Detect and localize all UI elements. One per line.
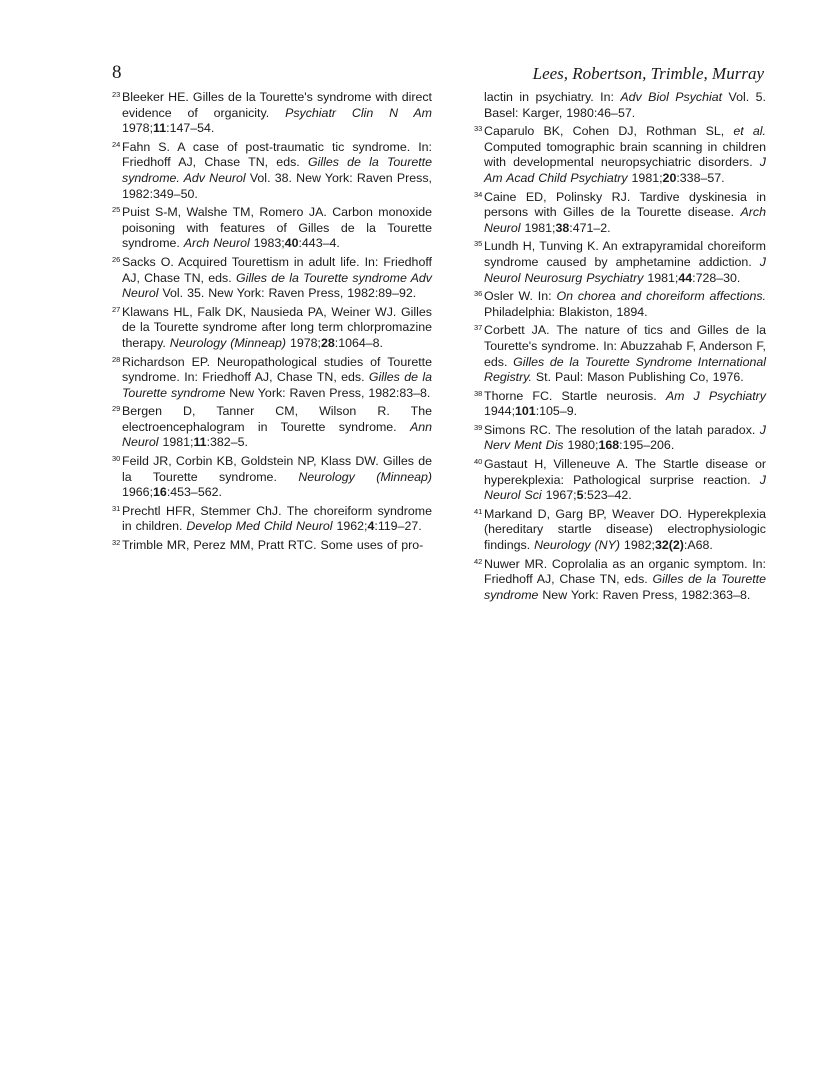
reference-number: 31 (112, 503, 121, 513)
reference-number: 28 (112, 354, 121, 364)
reference-number: 25 (112, 205, 121, 215)
reference-item (112, 205, 432, 252)
reference-text: Fahn S. A case of post-traumatic tic syndrome. In: Friedhoff AJ, Chase TN, eds. Gilles de la Tourette syndrome. Adv Neurol Vol. 38. New York: Raven Press, 1982:349–50. (122, 139, 432, 201)
reference-number: 35 (474, 239, 483, 249)
reference-item (474, 507, 766, 554)
reference-number: 34 (474, 189, 483, 199)
reference-number: 37 (474, 323, 483, 333)
page-number: 8 (112, 62, 122, 83)
reference-number: 41 (474, 506, 483, 516)
reference-text: Trimble MR, Perez MM, Pratt RTC. Some uses of pro- (122, 538, 424, 553)
reference-number: 29 (112, 404, 121, 414)
reference-text: Nuwer MR. Coprolalia as an organic symptom. In: Friedhoff AJ, Chase TN, eds. Gilles de la Tourette syndrome New York: Raven Press, 1982:363–8. (484, 556, 766, 602)
reference-item (112, 454, 432, 501)
reference-number: 42 (474, 556, 483, 566)
reference-text: Osler W. In: On chorea and choreiform affections. Philadelphia: Blakiston, 1894. (484, 289, 766, 319)
reference-text: Sacks O. Acquired Tourettism in adult life. In: Friedhoff AJ, Chase TN, eds. Gilles de la Tourette syndrome Adv Neurol Vol. 35. New York: Raven Press, 1982:89–92. (122, 254, 432, 301)
reference-item (112, 504, 432, 535)
reference-number: 24 (112, 139, 121, 149)
reference-text: Richardson EP. Neuropathological studies of Tourette syndrome. In: Friedhoff AJ, Chase TN, eds. Gilles de la Tourette syndrome New York: Raven Press, 1982:83–8. (122, 354, 432, 400)
reference-item (112, 305, 432, 352)
reference-number: 32 (112, 538, 121, 548)
reference-text: Caparulo BK, Cohen DJ, Rothman SL, et al. Computed tomographic brain scanning in children with developmental neuropsychiatric disorders. J Am Acad Child Psychiatry 1981;20:338–57. (484, 124, 766, 185)
reference-number: 23 (112, 90, 121, 99)
reference-text: Feild JR, Corbin KB, Goldstein NP, Klass DW. Gilles de la Tourette syndrome. Neurology (Minneap) 1966;16:453–562. (122, 454, 432, 500)
reference-number: 39 (474, 422, 483, 432)
reference-text: Klawans HL, Falk DK, Nausieda PA, Weiner WJ. Gilles de la Tourette syndrome after long term chlorpromazine therapy. Neurology (Minneap) 1978;28:1064–8. (122, 304, 432, 350)
reference-item (474, 323, 766, 385)
reference-number: 40 (474, 457, 483, 467)
reference-item (112, 538, 432, 554)
reference-number: 38 (474, 388, 483, 398)
reference-item (112, 404, 432, 451)
reference-text: Corbett JA. The nature of tics and Gilles de la Tourette's syndrome. In: Abuzzahab F, Anderson F, eds. Gilles de la Tourette Syndrome International Registry. St. Paul: Mason Publishing Co, 1976. (484, 323, 766, 385)
reference-item (474, 289, 766, 320)
reference-text: Bergen D, Tanner CM, Wilson R. The electroencephalogram in Tourette syndrome. Ann Neurol 1981;11:382–5. (122, 404, 432, 450)
reference-text: Caine ED, Polinsky RJ. Tardive dyskinesia in persons with Gilles de la Tourette disease. Arch Neurol 1981;38:471–2. (484, 189, 766, 235)
reference-text: Prechtl HFR, Stemmer ChJ. The choreiform syndrome in children. Develop Med Child Neurol 1962;4:119–27. (122, 503, 432, 534)
reference-text: Bleeker HE. Gilles de la Tourette's syndrome with direct evidence of organicity. Psychiatr Clin N Am 1978;11:147–54. (122, 90, 433, 136)
reference-continuation: lactin in psychiatry. In: Adv Biol Psychiat Vol. 5. Basel: Karger, 1980:46–57. (484, 90, 766, 120)
reference-text: Gastaut H, Villeneuve A. The Startle disease or hyperekplexia: Pathological surprise reaction. J Neurol Sci 1967;5:523–42. (484, 457, 766, 503)
reference-number: 27 (112, 304, 121, 314)
reference-number: 26 (112, 254, 121, 264)
reference-item (474, 389, 766, 420)
reference-column-right (474, 90, 766, 606)
reference-text: Simons RC. The resolution of the latah paradox. J Nerv Ment Dis 1980;168:195–206. (484, 422, 766, 453)
reference-item (474, 124, 766, 186)
reference-number: 33 (474, 124, 483, 134)
reference-item (474, 423, 766, 454)
reference-number: 30 (112, 454, 121, 464)
reference-item (474, 557, 766, 604)
reference-item (474, 190, 766, 237)
reference-item (112, 90, 432, 137)
running-head: Lees, Robertson, Trimble, Murray (532, 64, 764, 83)
reference-item (474, 239, 766, 286)
reference-text: Thorne FC. Startle neurosis. Am J Psychiatry 1944;101:105–9. (484, 388, 766, 419)
reference-text: Puist S-M, Walshe TM, Romero JA. Carbon monoxide poisoning with features of Gilles de la Tourette syndrome. Arch Neurol 1983;40:443–4. (122, 205, 432, 251)
reference-item (112, 140, 432, 202)
reference-item (112, 355, 432, 402)
reference-item (474, 457, 766, 504)
reference-item (112, 255, 432, 302)
reference-text: Markand D, Garg BP, Weaver DO. Hyperekplexia (hereditary startle disease) electrophysiologic findings. Neurology (NY) 1982;32(2):A68. (484, 506, 766, 553)
reference-text: Lundh H, Tunving K. An extrapyramidal choreiform syndrome caused by amphetamine addiction. J Neurol Neurosurg Psychiatry 1981;44:728–30. (484, 239, 766, 285)
reference-column-left (112, 90, 432, 557)
reference-number: 36 (474, 289, 483, 299)
